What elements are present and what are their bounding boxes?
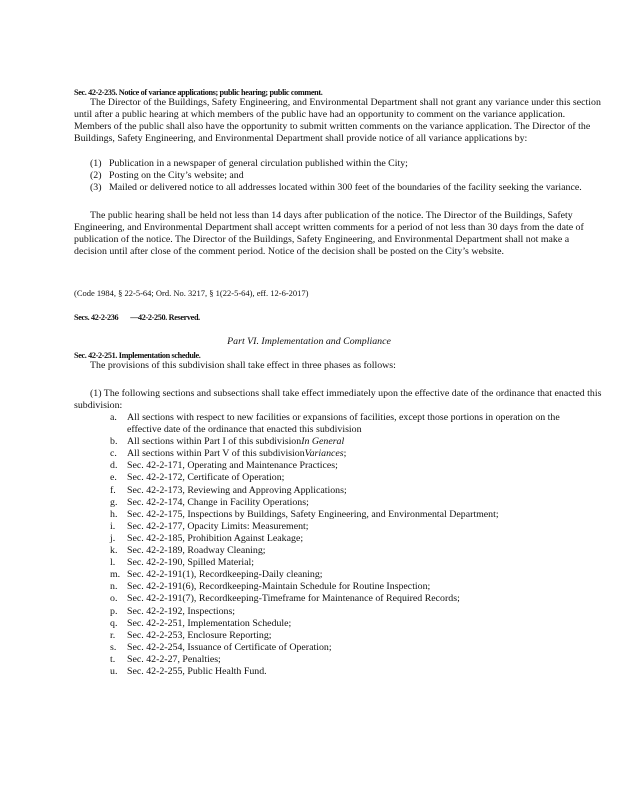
phase-1-sections-list <box>110 412 580 678</box>
list-item: q. Sec. 42-2-251, Implementation Schedule; <box>110 617 292 629</box>
list-item: b. All sections within Part I of this subdivisionIn General <box>110 436 345 448</box>
section-235-paragraph-1: The Director of the Buildings, Safety Engineering, and Environmental Department shall not grant any variance under this section until after a public hearing at which members of the public have had an opportunity to comment on the variance application. Members of the public shall also have the opportunity to submit written comments on the variance application. The Director of the Buildings, Safety Engineering, and Environmental Department shall provide notice of all variance applications by: <box>74 97 601 145</box>
list-item: c. All sections within Part V of this subdivisionVariances; <box>110 448 347 460</box>
list-item: j. Sec. 42-2-185, Prohibition Against Leakage; <box>110 532 304 544</box>
list-item: o. Sec. 42-2-191(7), Recordkeeping-Timeframe for Maintenance of Required Records; <box>110 593 460 605</box>
list-item: f. Sec. 42-2-173, Reviewing and Approving Applications; <box>110 484 347 496</box>
list-item: l. Sec. 42-2-190, Spilled Material; <box>110 557 254 569</box>
list-item: r. Sec. 42-2-253, Enclosure Reporting; <box>110 629 272 641</box>
list-item: u. Sec. 42-2-255, Public Health Fund. <box>110 665 267 677</box>
list-item: i. Sec. 42-2-177, Opacity Limits: Measurement; <box>110 520 309 532</box>
list-item: h. Sec. 42-2-175, Inspections by Buildings, Safety Engineering, and Environmental Department; <box>110 508 499 520</box>
list-item: a. All sections with respect to new facilities or expansions of facilities, except those portions in operation on the effective date of the ordinance that enacted this subdivision <box>110 412 560 436</box>
list-item: s. Sec. 42-2-254, Issuance of Certificate of Operation; <box>110 641 332 653</box>
section-235-heading: Sec. 42-2-235. Notice of variance applications; public hearing; public comment. <box>74 88 323 97</box>
list-item: d. Sec. 42-2-171, Operating and Maintenance Practices; <box>110 460 338 472</box>
phase-1-text: (1) The following sections and subsections shall take effect immediately upon the effective date of the ordinance that enacted this subdivision: <box>74 388 602 412</box>
list-item: (1) Publication in a newspaper of general circulation published within the City; <box>90 158 408 169</box>
notice-methods-list <box>90 158 590 194</box>
section-251-intro: The provisions of this subdivision shall take effect in three phases as follows: <box>90 360 396 371</box>
part-vi-title: Part VI. Implementation and Compliance <box>227 336 391 347</box>
list-item: p. Sec. 42-2-192, Inspections; <box>110 605 236 617</box>
list-item: n. Sec. 42-2-191(6), Recordkeeping-Maintain Schedule for Routine Inspection; <box>110 581 431 593</box>
section-251-heading: Sec. 42-2-251. Implementation schedule. <box>74 351 201 360</box>
list-item: g. Sec. 42-2-174, Change in Facility Operations; <box>110 496 309 508</box>
list-item: t. Sec. 42-2-27, Penalties; <box>110 653 221 665</box>
list-item: (3) Mailed or delivered notice to all addresses located within 300 feet of the boundaries of the facility seeking the variance. <box>90 182 582 194</box>
list-item: m. Sec. 42-2-191(1), Recordkeeping-Daily cleaning; <box>110 569 323 581</box>
section-235-paragraph-2: The public hearing shall be held not less than 14 days after publication of the notice. The Director of the Buildings, Safety Engineering, and Environmental Department shall accept written comments for a period of not less than 30 days from the date of publication of the notice. The Director of the Buildings, Safety Engineering, and Environmental Department shall not make a decision until after close of the comment period. Notice of the decision shall be posted on the City’s website. <box>74 210 584 258</box>
list-item: e. Sec. 42-2-172, Certificate of Operation; <box>110 472 285 484</box>
list-item: k. Sec. 42-2-189, Roadway Cleaning; <box>110 545 266 557</box>
history-note: (Code 1984, § 22-5-64; Ord. No. 3217, § 1(22-5-64), eff. 12-6-2017) <box>74 288 309 298</box>
reserved-sections-heading: Secs. 42-2-236 —42-2-250. Reserved. <box>74 313 200 322</box>
list-item: (2) Posting on the City’s website; and <box>90 170 244 182</box>
